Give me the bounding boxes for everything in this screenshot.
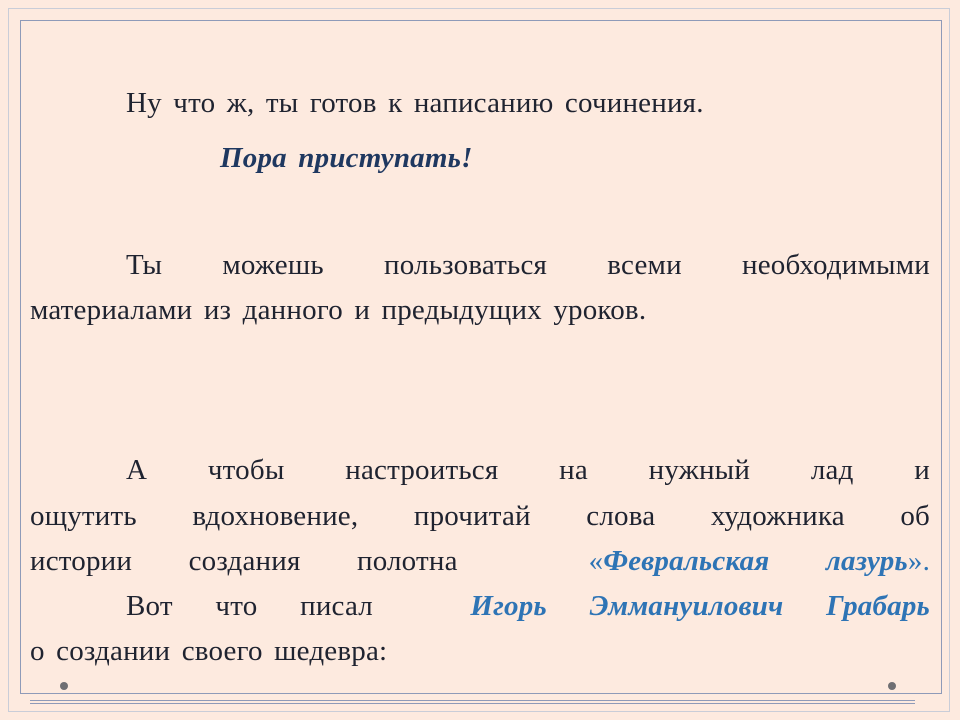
- inspiration-line-3: [30, 539, 930, 584]
- bullet-dot-left-icon: [60, 682, 68, 690]
- intro-line: [30, 81, 960, 126]
- inspiration-line-4: [30, 584, 930, 629]
- materials-line-2: [30, 288, 930, 333]
- artist-name: Игорь Эммануилович Грабарь: [470, 590, 931, 622]
- inspiration-text-3: истории создания полотна: [30, 545, 458, 577]
- inspiration-text-5: о создании своего шедевра:: [30, 635, 388, 667]
- materials-line-1: [30, 243, 930, 288]
- inspiration-text-1: А чтобы настроиться на нужный лад и: [126, 454, 930, 486]
- quote-open: «: [588, 545, 604, 577]
- inspiration-text-2: ощутить вдохновение, прочитай слова художника об: [30, 500, 930, 532]
- inspiration-line-1: [30, 448, 930, 493]
- inspiration-line-5: [30, 629, 930, 674]
- materials-text-2: материалами из данного и предыдущих уроков.: [30, 294, 647, 326]
- inspiration-text-4: Вот что писал: [126, 590, 373, 622]
- painting-title: Февральская лазурь: [603, 545, 908, 577]
- bullet-dot-right-icon: [888, 682, 896, 690]
- call-to-action-line: [30, 136, 960, 181]
- materials-text-1: Ты можешь пользоваться всеми необходимыми: [126, 249, 930, 281]
- inspiration-line-2: [30, 494, 930, 539]
- intro-text: Ну что ж, ты готов к написанию сочинения.: [126, 87, 704, 119]
- call-to-action: Пора приступать!: [220, 142, 473, 174]
- quote-close: ».: [907, 545, 931, 577]
- bottom-double-rule: [30, 700, 915, 704]
